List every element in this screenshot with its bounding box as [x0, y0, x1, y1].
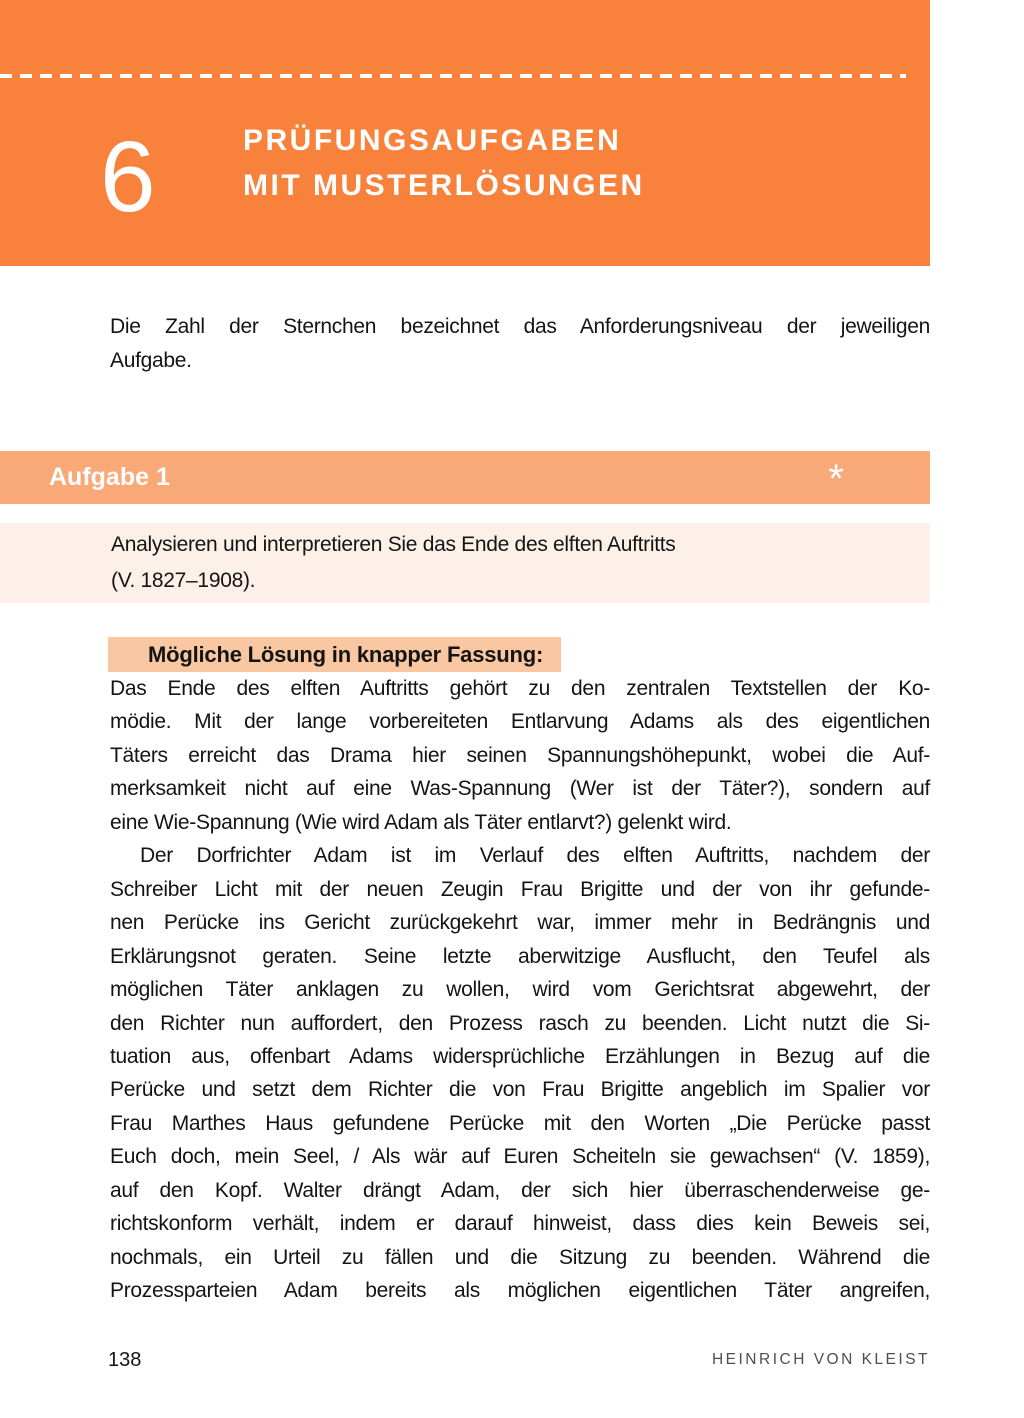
intro-line1: Die Zahl der Sternchen bezeichnet das Anforderungsniveau der jeweiligen: [110, 315, 930, 338]
task-line2: (V. 1827–1908).: [111, 569, 256, 592]
chapter-title-line2: MIT MUSTERLÖSUNGEN: [243, 169, 645, 202]
text-line: mödie. Mit der lange vorbereiteten Entlarvung Adams als des eigentlichen: [110, 710, 930, 734]
chapter-title: [243, 118, 645, 208]
page-number: 138: [108, 1349, 142, 1371]
text-line: Erklärungsnot geraten. Seine letzte aberwitzige Ausflucht, den Teufel als: [110, 944, 930, 968]
task-description: [111, 527, 930, 599]
page-footer: [108, 1347, 930, 1373]
solution-heading: Mögliche Lösung in knapper Fassung:: [108, 637, 561, 672]
difficulty-star-icon: *: [828, 457, 844, 501]
text-line: nen Perücke ins Gericht zurückgekehrt war, immer mehr in Bedrängnis und: [110, 911, 930, 935]
solution-body: [110, 672, 930, 1308]
text-line: richtskonform verhält, indem er darauf hinweist, dass dies kein Beweis sei,: [110, 1212, 930, 1236]
text-line: Der Dorfrichter Adam ist im Verlauf des elften Auftritts, nachdem der: [140, 844, 930, 868]
chapter-title-line1: PRÜFUNGSAUFGABEN: [243, 124, 622, 157]
chapter-banner: [0, 0, 930, 266]
task-description-band: [0, 523, 930, 603]
task-line1: Analysieren und interpretieren Sie das Ende des elften Auftritts: [111, 533, 676, 556]
text-line: auf den Kopf. Walter drängt Adam, der sich hier überraschenderweise ge-: [110, 1178, 930, 1202]
text-line: den Richter nun auffordert, den Prozess rasch zu beenden. Licht nutzt die Si-: [110, 1011, 930, 1035]
dashed-divider: [0, 74, 906, 78]
text-line: Prozessparteien Adam bereits als möglichen eigentlichen Täter angreifen,: [110, 1279, 930, 1303]
running-head-author: HEINRICH VON KLEIST: [711, 1351, 930, 1368]
text-line: nochmals, ein Urteil zu fällen und die Sitzung zu beenden. Während die: [110, 1245, 930, 1269]
text-line: Euch doch, mein Seel, / Als wär auf Euren Scheiteln sie gewachsen“ (V. 1859),: [110, 1145, 930, 1169]
text-line: Frau Marthes Haus gefundene Perücke mit den Worten „Die Perücke passt: [110, 1111, 930, 1135]
task-label: Aufgabe 1: [49, 463, 170, 491]
text-line: Das Ende des elften Auftritts gehört zu den zentralen Textstellen der Ko-: [110, 677, 930, 700]
intro-line2: Aufgabe.: [110, 349, 192, 372]
text-line: Perücke und setzt dem Richter die von Frau Brigitte angeblich im Spalier vor: [110, 1078, 930, 1102]
chapter-number: 6: [100, 121, 156, 233]
text-line: eine Wie-Spannung (Wie wird Adam als Täter entlarvt?) gelenkt wird.: [110, 810, 732, 834]
text-line: merksamkeit nicht auf eine Was-Spannung (Wer ist der Täter?), sondern auf: [110, 777, 930, 801]
text-line: tuation aus, offenbart Adams widersprüchliche Erzählungen in Bezug auf die: [110, 1044, 930, 1068]
text-line: möglichen Täter anklagen zu wollen, wird vom Gerichtsrat abgewehrt, der: [110, 978, 930, 1002]
task-header-bar: [0, 451, 930, 504]
intro-text: [110, 310, 930, 378]
text-line: Täters erreicht das Drama hier seinen Spannungshöhepunkt, wobei die Auf-: [110, 743, 930, 767]
text-line: Schreiber Licht mit der neuen Zeugin Frau Brigitte und der von ihr gefunde-: [110, 877, 930, 901]
